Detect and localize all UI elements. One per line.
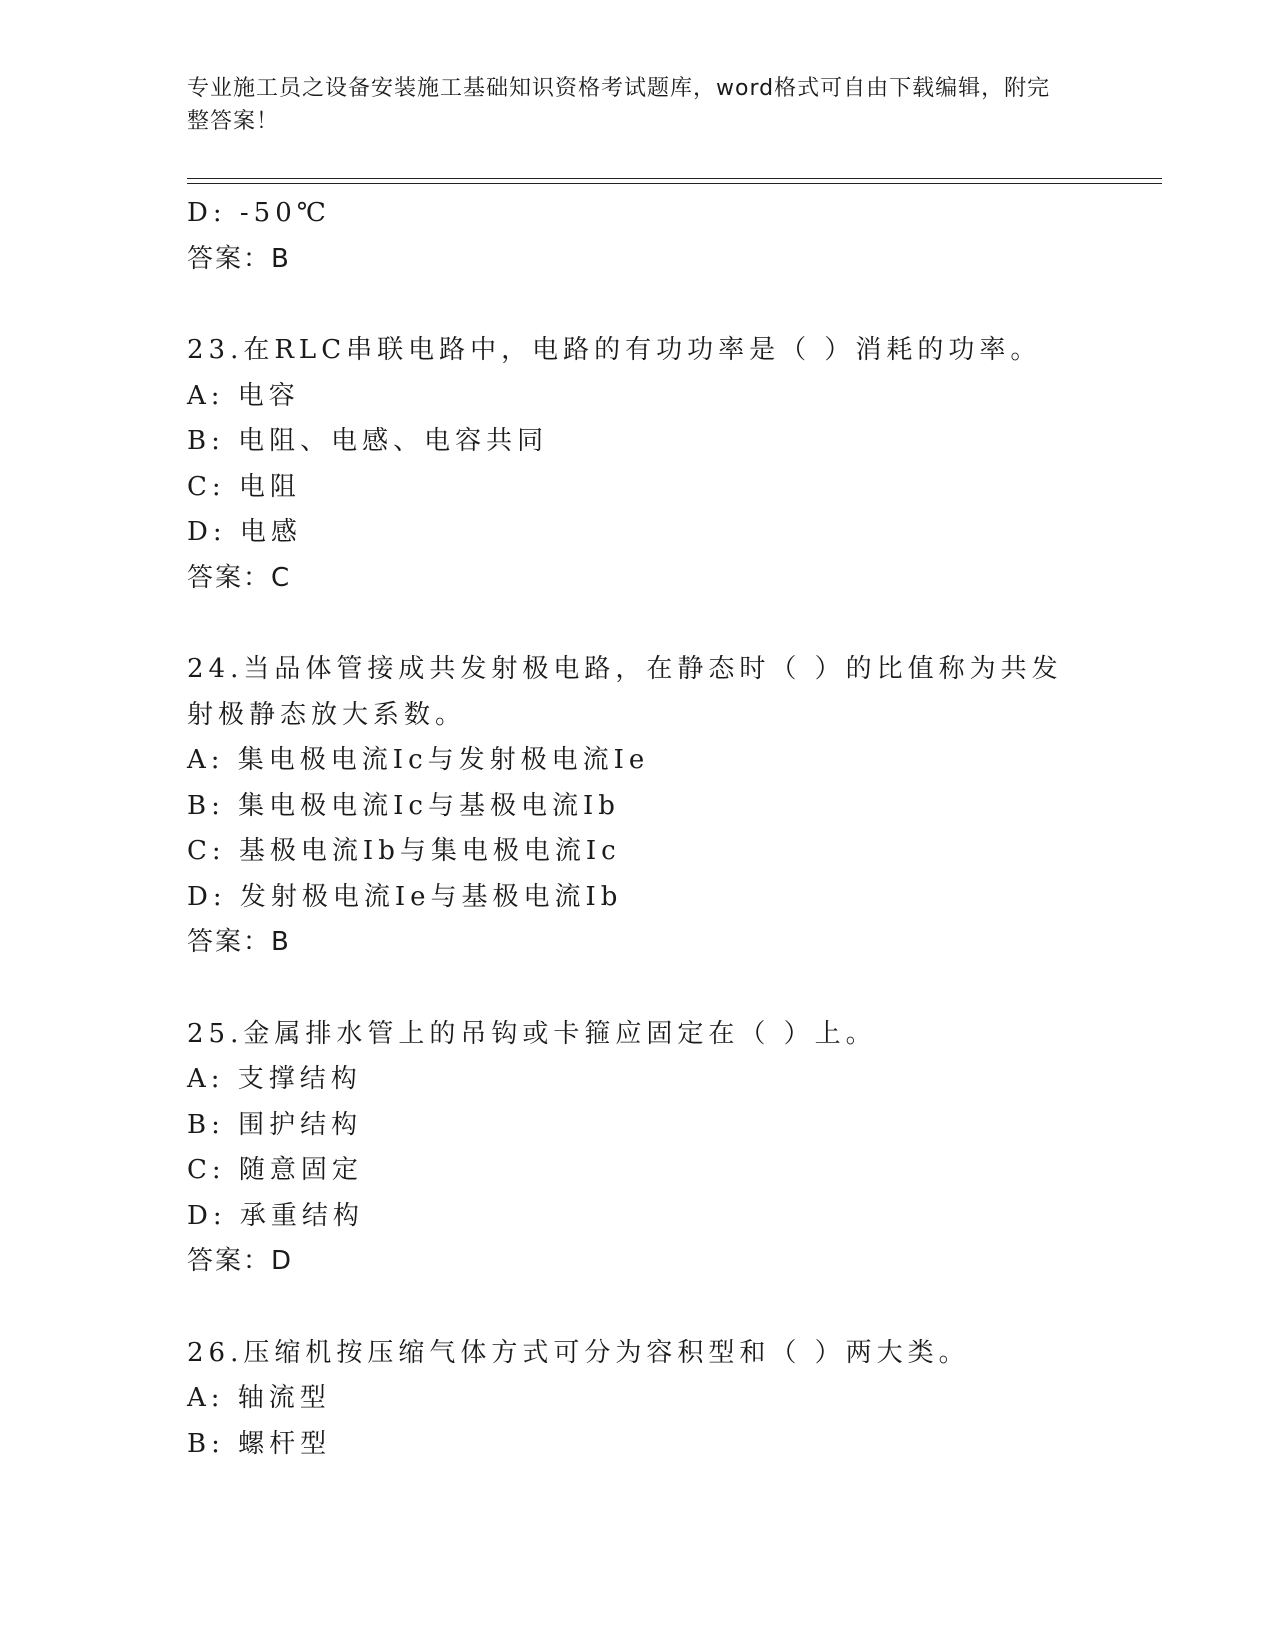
header-divider-top <box>187 178 1162 179</box>
option-d: D: -50℃ <box>187 198 331 228</box>
question-stem: 25.金属排水管上的吊钩或卡箍应固定在（ ）上。 <box>187 1018 877 1049</box>
previous-question-tail <box>187 191 1162 282</box>
document-page <box>187 0 1162 1650</box>
option-b: B: 集电极电流Ic与基极电流Ib <box>187 790 620 821</box>
answer-line: 答案：D <box>187 1246 294 1276</box>
header-divider-bottom <box>187 183 1162 184</box>
question-stem: 23.在RLC串联电路中，电路的有功功率是（ ）消耗的功率。 <box>187 335 1042 365</box>
option-c: C: 电阻 <box>187 471 301 502</box>
question-25 <box>187 1012 1162 1285</box>
question-list <box>187 191 1162 1467</box>
option-b: B: 螺杆型 <box>187 1428 332 1459</box>
option-a: A: 支撑结构 <box>187 1064 362 1094</box>
option-b: B: 电阻、电感、电容共同 <box>187 426 549 456</box>
option-a: A: 集电极电流Ic与发射极电流Ie <box>187 745 650 775</box>
document-header: 专业施工员之设备安装施工基础知识资格考试题库，word格式可自由下载编辑，附完整答案！ <box>187 76 1051 134</box>
question-23 <box>187 328 1162 601</box>
question-24 <box>187 647 1162 966</box>
option-c: C: 随意固定 <box>187 1155 363 1185</box>
option-b: B: 围护结构 <box>187 1109 363 1140</box>
question-stem: 24.当品体管接成共发射极电路，在静态时（ ）的比值称为共发射极静态放大系数。 <box>187 654 1063 730</box>
answer-line: 答案：B <box>187 927 291 957</box>
option-d: D: 电感 <box>187 517 302 547</box>
question-26 <box>187 1331 1162 1468</box>
answer-line: 答案：B <box>187 243 291 274</box>
question-stem: 26.压缩机按压缩气体方式可分为容积型和（ ）两大类。 <box>187 1337 970 1368</box>
option-a: A: 电容 <box>187 380 300 411</box>
option-c: C: 基极电流Ib与集电极电流Ic <box>187 836 621 866</box>
option-d: D: 发射极电流Ie与基极电流Ib <box>187 881 623 912</box>
option-a: A: 轴流型 <box>187 1383 331 1413</box>
option-d: D: 承重结构 <box>187 1200 364 1231</box>
answer-line: 答案：C <box>187 562 292 593</box>
